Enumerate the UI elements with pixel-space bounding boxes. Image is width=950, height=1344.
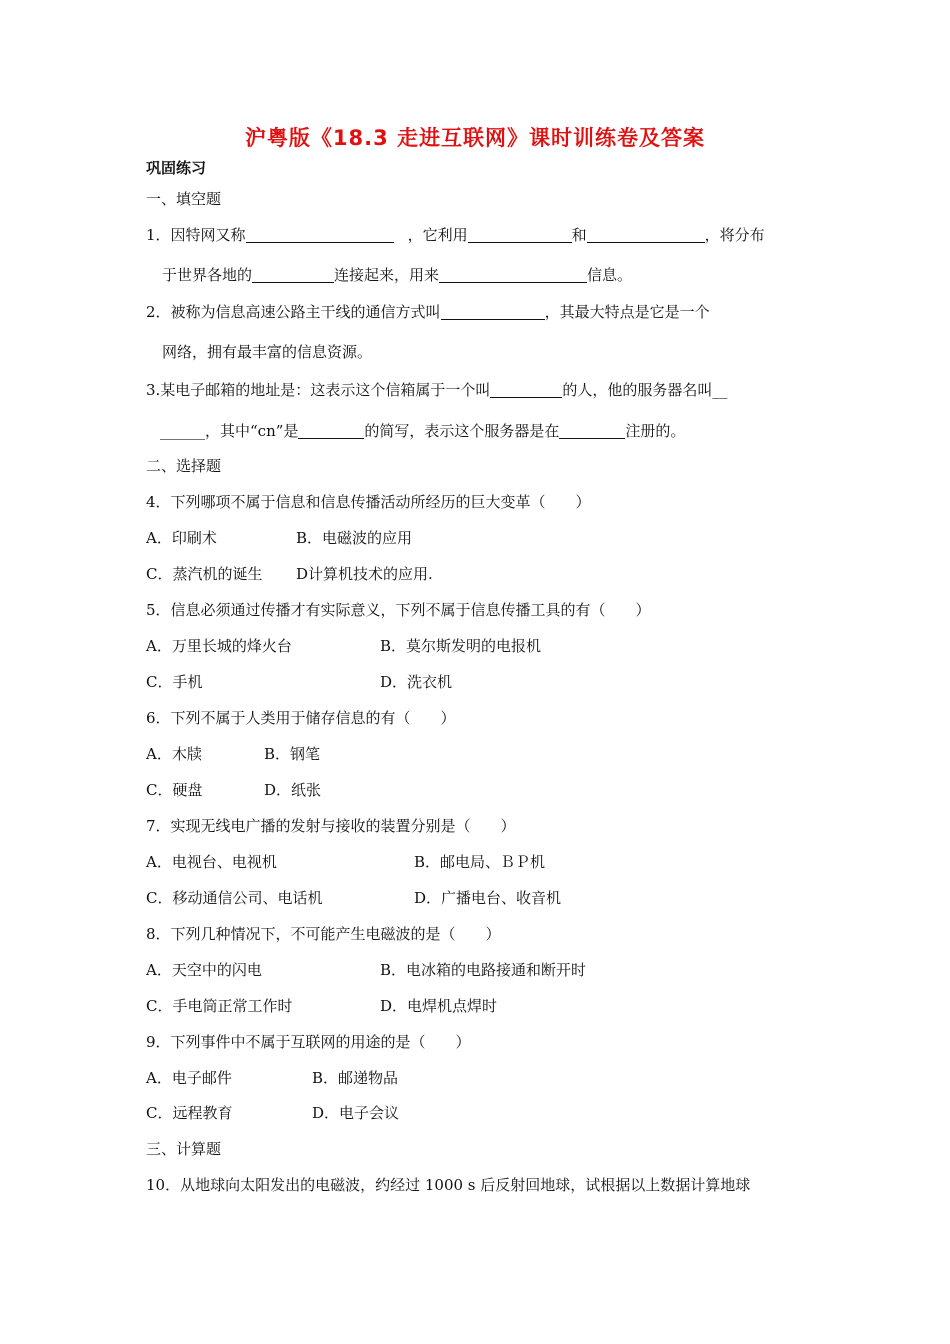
option-c[interactable]: C．移动通信公司、电话机 xyxy=(146,889,323,907)
option-a[interactable]: A．木牍 xyxy=(146,745,202,763)
question-8-options-row-1 xyxy=(146,960,586,980)
question-1-line-1 xyxy=(146,225,765,245)
answer-blank[interactable] xyxy=(252,266,334,283)
option-a[interactable]: A．万里长城的烽火台 xyxy=(146,637,292,655)
option-d[interactable]: D．纸张 xyxy=(264,781,322,799)
question-7-stem: 7．实现无线电广播的发射与接收的装置分别是（ ） xyxy=(146,817,516,835)
question-1-text: ，将分布 xyxy=(704,226,765,244)
option-b[interactable]: B．钢笔 xyxy=(264,745,321,763)
question-1-text: 于世界各地的 xyxy=(162,266,253,284)
option-b[interactable]: B．邮电局、ＢＰ机 xyxy=(414,853,546,871)
option-a[interactable]: A．天空中的闪电 xyxy=(146,961,262,979)
section-multiple-choice: 二、选择题 xyxy=(146,457,222,475)
question-3-text: 的人，他的服务器名叫__ xyxy=(562,381,728,399)
answer-blank[interactable] xyxy=(587,226,705,243)
question-2-text: 被称为信息高速公路主干线的通信方式叫 xyxy=(170,303,441,321)
question-8-stem: 8．下列几种情况下，不可能产生电磁波的是（ ） xyxy=(146,925,501,943)
question-7-options-row-1 xyxy=(146,852,545,872)
question-6-stem: 6．下列不属于人类用于储存信息的有（ ） xyxy=(146,709,456,727)
question-3-text: 注册的。 xyxy=(625,422,686,440)
option-c[interactable]: C．手机 xyxy=(146,673,203,691)
option-c[interactable]: C．硬盘 xyxy=(146,781,203,799)
question-8-options-row-2 xyxy=(146,996,497,1016)
question-1-text: 因特网又称 xyxy=(170,226,246,244)
answer-blank[interactable] xyxy=(441,303,545,320)
question-7-options-row-2 xyxy=(146,888,561,908)
question-1-text: ，它利用 xyxy=(407,226,468,244)
answer-blank[interactable] xyxy=(246,226,394,243)
question-3-text: 3.某电子邮箱的地址是：这表示这个信箱属于一个叫 xyxy=(146,381,491,399)
answer-blank[interactable] xyxy=(468,226,572,243)
option-d[interactable]: D．电子会议 xyxy=(312,1104,400,1122)
question-9-stem: 9．下列事件中不属于互联网的用途的是（ ） xyxy=(146,1033,471,1051)
option-c[interactable]: C．手电筒正常工作时 xyxy=(146,997,293,1015)
document-title: 沪粤版《18.3 走进互联网》课时训练卷及答案 xyxy=(244,126,706,150)
section-heading: 巩固练习 xyxy=(146,159,207,177)
question-5-stem: 5．信息必须通过传播才有实际意义，下列不属于信息传播工具的有（ ） xyxy=(146,601,651,619)
question-1-text: 信息。 xyxy=(587,266,633,284)
question-3-line-1 xyxy=(146,380,727,400)
question-5-options-row-1 xyxy=(146,636,541,656)
question-3-text: ______，其中“cn”是 xyxy=(160,422,299,440)
question-4-stem: 4．下列哪项不属于信息和信息传播活动所经历的巨大变革（ ） xyxy=(146,493,591,511)
question-2-line-2: 网络，拥有最丰富的信息资源。 xyxy=(162,343,373,361)
option-b[interactable]: B．邮递物品 xyxy=(312,1069,399,1087)
option-b[interactable]: B．电磁波的应用 xyxy=(296,529,413,547)
option-d[interactable]: D．电焊机点焊时 xyxy=(380,997,498,1015)
question-2-line-1 xyxy=(146,302,710,322)
question-1-text: 连接起来，用来 xyxy=(334,266,440,284)
option-c[interactable]: C．远程教育 xyxy=(146,1104,233,1122)
question-2-text: ，其最大特点是它是一个 xyxy=(544,303,710,321)
question-2-number: 2． xyxy=(146,303,171,321)
question-1-number: 1． xyxy=(146,226,171,244)
question-9-options-row-2 xyxy=(146,1103,399,1123)
question-1-text: 和 xyxy=(571,226,587,244)
question-4-options-row-1 xyxy=(146,528,412,548)
question-9-options-row-1 xyxy=(146,1068,398,1088)
question-6-options-row-2 xyxy=(146,780,321,800)
option-d[interactable]: D计算机技术的应用. xyxy=(296,565,433,583)
option-b[interactable]: B．莫尔斯发明的电报机 xyxy=(380,637,542,655)
answer-blank[interactable] xyxy=(298,422,364,439)
question-1-line-2 xyxy=(162,265,632,285)
option-c[interactable]: C．蒸汽机的诞生 xyxy=(146,565,263,583)
section-fill-blank: 一、填空题 xyxy=(146,190,222,208)
option-b[interactable]: B．电冰箱的电路接通和断开时 xyxy=(380,961,587,979)
answer-blank[interactable] xyxy=(439,266,587,283)
answer-blank[interactable] xyxy=(559,422,625,439)
option-a[interactable]: A．电子邮件 xyxy=(146,1069,232,1087)
question-4-options-row-2 xyxy=(146,564,433,584)
option-d[interactable]: D．广播电台、收音机 xyxy=(414,889,562,907)
question-3-line-2 xyxy=(160,421,685,441)
question-6-options-row-1 xyxy=(146,744,320,764)
option-a[interactable]: A．印刷术 xyxy=(146,529,217,547)
question-10-stem: 10．从地球向太阳发出的电磁波，约经过 1000 s 后反射回地球，试根据以上数据计算地球 xyxy=(146,1176,751,1194)
question-5-options-row-2 xyxy=(146,672,452,692)
answer-blank[interactable] xyxy=(490,381,562,398)
option-d[interactable]: D．洗衣机 xyxy=(380,673,453,691)
option-a[interactable]: A．电视台、电视机 xyxy=(146,853,277,871)
section-calculation: 三、计算题 xyxy=(146,1140,222,1158)
question-3-text: 的简写，表示这个服务器是在 xyxy=(364,422,560,440)
